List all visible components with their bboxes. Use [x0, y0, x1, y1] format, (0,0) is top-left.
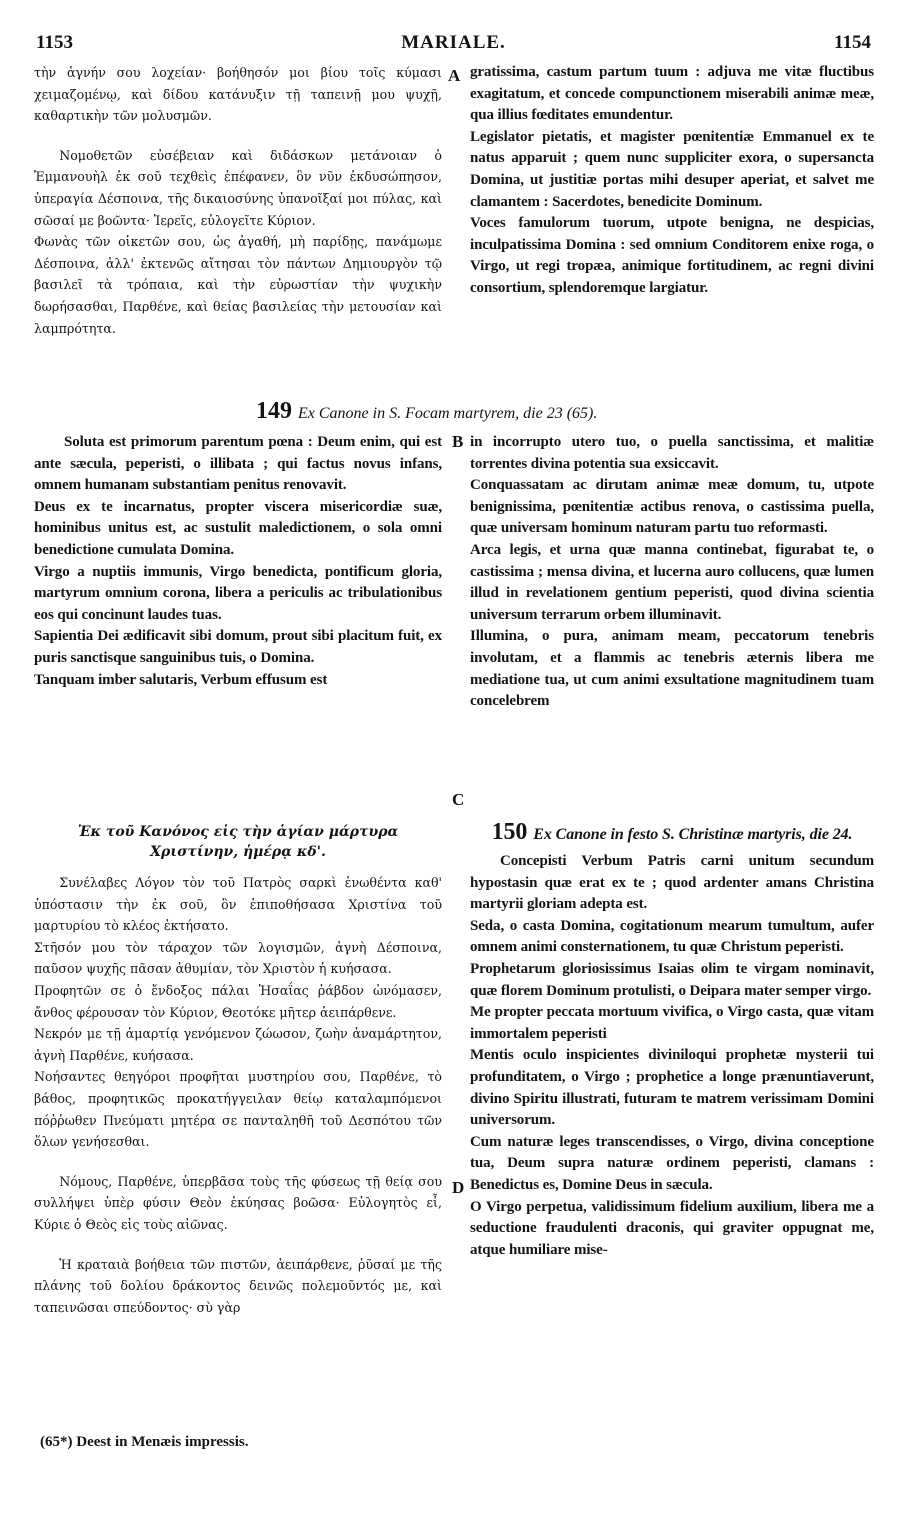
margin-marker-a: A	[448, 66, 461, 85]
latin-paragraph: Virgo a nuptiis immunis, Virgo benedicta, pontificum gloria, martyrum omnium corona, libera a periculis ac tribulationibus eos qui concinunt laudes tuas.	[34, 563, 442, 623]
latin-paragraph: Concepisti Verbum Patris carni unitum secundum hypostasin quæ erat ex te ; quod ardenter amans Christina martyrii gloriam adepta est.	[470, 853, 874, 913]
greek-paragraph: τὴν ἁγνήν σου λοχείαν· βοήθησόν μοι βίου τοῖς κύμασι χειμαζομένῳ, καὶ δίδου κατάνυξιν τῇ ταπεινῇ μου ψυχῇ, καθαρτικὴν τῶν μολυσμῶν.	[34, 65, 442, 124]
latin-paragraph: Sapientia Dei ædificavit sibi domum, prout sibi placitum fuit, ex puris sanctisque sanguinibus tuis, o Domina.	[34, 628, 442, 666]
margin-marker-c: C	[452, 790, 465, 809]
latin-paragraph: Arca legis, et urna quæ manna continebat, figurabat te, o castissima ; mensa divina, et lucerna auro collucens, quæ lumen illud in revelationem gentium peperisti, quod divina scientia universum terrarum orbem illuminavit.	[470, 541, 874, 623]
section-number: 150	[491, 822, 528, 845]
greek-paragraph: Νομοθετῶν εὐσέβειαν καὶ διδάσκων μετάνοιαν ὁ Ἐμμανουὴλ ἐκ σοῦ τεχθεὶς ἐπέφανεν, ὃν νῦν ἐκδυσώπησον, ὑπεραγία Δέσποινα, τῆς δικαιοσύνης ὑπανοῖξαί μοι πύλας, καὶ σῶσαί με βοῶντα· Ἱερεῖς, εὐλογεῖτε Κύριον.	[34, 147, 442, 228]
right-page-number: 1154	[834, 32, 871, 53]
latin-paragraph: Conquassatam ac dirutam animæ meæ domum, tu, utpote benignissima, pœnitentiæ actibus renova, o castissima puella, quæ universam hominum naturam partu tuo reformasti.	[470, 477, 874, 537]
latin-paragraph: Me propter peccata mortuum vivifica, o Virgo casta, quæ vitam immortalem peperisti	[470, 1004, 874, 1042]
latin-paragraph: Seda, o casta Domina, cogitationum mearum tumultum, aufer omnem animi consternationem, tu quæ Christum peperisti.	[470, 917, 874, 956]
page-header	[36, 32, 871, 58]
latin-paragraph: Illumina, o pura, animam meam, peccatorum tenebris involutam, et a flammis ac tenebris æternis libera me mediatione tua, ut cum animi exsultatione magnitudinem tuam concelebrem	[470, 628, 874, 710]
greek-paragraph: Νεκρόν με τῇ ἁμαρτίᾳ γενόμενον ζώωσον, ζωὴν ἀναμάρτητον, ἁγνὴ Παρθένε, κυήσασα.	[34, 1026, 442, 1063]
latin-paragraph: Prophetarum gloriosissimus Isaias olim te virgam nominavit, quæ florem Dominum protulisti, o Deipara mater semper virgo.	[470, 960, 874, 999]
latin-paragraph: Deus ex te incarnatus, propter viscera misericordiæ suæ, hominibus unitus est, ac sustulit maledictionem, o sola omni benedictione cumulata Domina.	[34, 498, 442, 558]
latin-section-title: 150 Ex Canone in festo S. Christinæ martyris, die 24.	[470, 822, 874, 845]
greek-paragraph: Προφητῶν σε ὁ ἔνδοξος πάλαι Ἡσαΐας ῥάβδον ὠνόμασεν, ἄνθος φέρουσαν τὸν Κύριον, Θεοτόκε μῆτερ ἀειπάρθενε.	[34, 982, 442, 1020]
latin-paragraph: O Virgo perpetua, validissimum fidelium auxilium, libera me a seductione fraudulenti draconis, qui graviter oppugnat me, atque humiliare mise-	[470, 1198, 874, 1258]
latin-paragraph: Tanquam imber salutaris, Verbum effusum est	[34, 671, 328, 688]
greek-paragraph: Φωνὰς τῶν οἰκετῶν σου, ὡς ἀγαθή, μὴ παρίδῃς, πανάμωμε Δέσποινα, ἀλλ' ἐκτενῶς αἴτησαι τὸν πάντων Δημιουργὸν τῷ βασιλεῖ τὰ τρόπαια, καὶ τὴν εὐρωστίαν τὴν ψυχικὴν δωρήσασθαι, Παρθένε, καὶ θείας βασιλείας τὴν μετουσίαν καὶ λαμπρότητα.	[34, 234, 442, 336]
latin-paragraph: Soluta est primorum parentum pœna : Deum enim, qui est ante sæcula, peperisti, o illibata ; qui factus novus infans, omnem humanam substantiam penitus renovavit.	[34, 434, 442, 494]
section-149-right-column	[470, 432, 874, 812]
footnote: (65*) Deest in Menæis impressis.	[40, 1434, 249, 1450]
margin-marker-d: D	[452, 1178, 465, 1197]
greek-paragraph: Νόμους, Παρθένε, ὑπερβᾶσα τοὺς τῆς φύσεως τῇ θείᾳ σου συλλήψει ὑπὲρ φύσιν Θεὸν ἐκύησας βοῶσα· Εὐλογητὸς εἶ, Κύριε ὁ Θεὸς εἰς τοὺς αἰῶνας.	[34, 1173, 442, 1232]
running-title: MARIALE.	[401, 32, 506, 53]
margin-marker-b: B	[452, 432, 464, 451]
section-150-latin-column	[470, 822, 874, 1422]
latin-paragraph: Legislator pietatis, et magister pœnitentiæ Emmanuel ex te natus apparuit ; quem nunc suppliciter exora, o supersancta Domina, ut justitiæ portas mihi desuper aperiat, et salvet me clamantem : Sacerdotes, benedicite Dominum.	[470, 128, 874, 210]
section-149-heading	[256, 398, 597, 425]
top-latin-column	[470, 62, 874, 392]
section-title: Ex Canone in S. Focam martyrem, die 23 (65).	[298, 405, 598, 422]
latin-paragraph: Voces famulorum tuorum, utpote benigna, ne despicias, inculpatissima Domina : sed omnium Conditorem enixe roga, o Virgo, ut regi tropæa, animique fortitudinem, ac regni divini consortium, splendoremque largiatur.	[470, 215, 874, 296]
section-150-greek-column	[34, 822, 442, 1422]
left-page-number: 1153	[36, 32, 73, 53]
greek-paragraph: Ἡ κραταιὰ βοήθεια τῶν πιστῶν, ἀειπάρθενε, ῥῦσαί με τῆς πλάνης τοῦ δολίου δράκοντος δεινῶς πολεμοῦντός με, καὶ ταπεινῶσαι σπεύδοντος· σὺ γὰρ	[34, 1256, 442, 1315]
section-number: 149	[256, 398, 292, 424]
top-greek-column	[34, 62, 442, 392]
latin-paragraph: in incorrupto utero tuo, o puella sanctissima, et malitiæ torrentes divina potentia sua exsiccavit.	[470, 434, 874, 472]
greek-paragraph: Νοήσαντες θεηγόροι προφῆται μυστηρίου σου, Παρθένε, τὸ βάθος, προφητικῶς προκατήγγειλαν θείῳ καταλαμπόμενοι πόῤῥωθεν Πνεύματι μητέρα σε πανταληθῆ τοῦ Δεσπότου τῶν ὅλων γενήσεσθαι.	[34, 1069, 442, 1150]
latin-paragraph: Cum naturæ leges transcendisses, o Virgo, divina conceptione tua, Deum supra naturæ ordinem peperisti, clamans : Benedictus es, Domine Deus in sæcula.	[470, 1133, 874, 1193]
greek-section-title: Ἐκ τοῦ Κανόνος εἰς τὴν ἁγίαν μάρτυρα Χριστίνην, ἡμέρᾳ κδ'.	[77, 824, 399, 860]
latin-paragraph: gratissima, castum partum tuum : adjuva me vitæ fluctibus exagitatum, et concede compunctionem miserabili animæ meæ, qua illius fœditates emundentur.	[470, 64, 874, 124]
greek-paragraph: Στῆσόν μου τὸν τάραχον τῶν λογισμῶν, ἁγνὴ Δέσποινα, παῦσον ψυχῆς πᾶσαν ἀθυμίαν, τὸν Χριστὸν ἡ κυήσασα.	[34, 939, 442, 977]
greek-paragraph: Συνέλαβες Λόγον τὸν τοῦ Πατρὸς σαρκὶ ἑνωθέντα καθ' ὑπόστασιν τὴν ἐκ σοῦ, ὃν ἐπιποθήσασα Χριστίνα τοῦ μαρτυρίου τὸ κλέος ἐκτήσατο.	[34, 875, 442, 934]
latin-paragraph: Mentis oculo inspicientes diviniloqui prophetæ mysterii tui profunditatem, o Virgo ; prophetice a longe prænuntiaverunt, divino Spiritu illustrati, futuram te matrem verissimam Domini universorum.	[470, 1047, 874, 1129]
section-149-left-column	[34, 432, 442, 812]
